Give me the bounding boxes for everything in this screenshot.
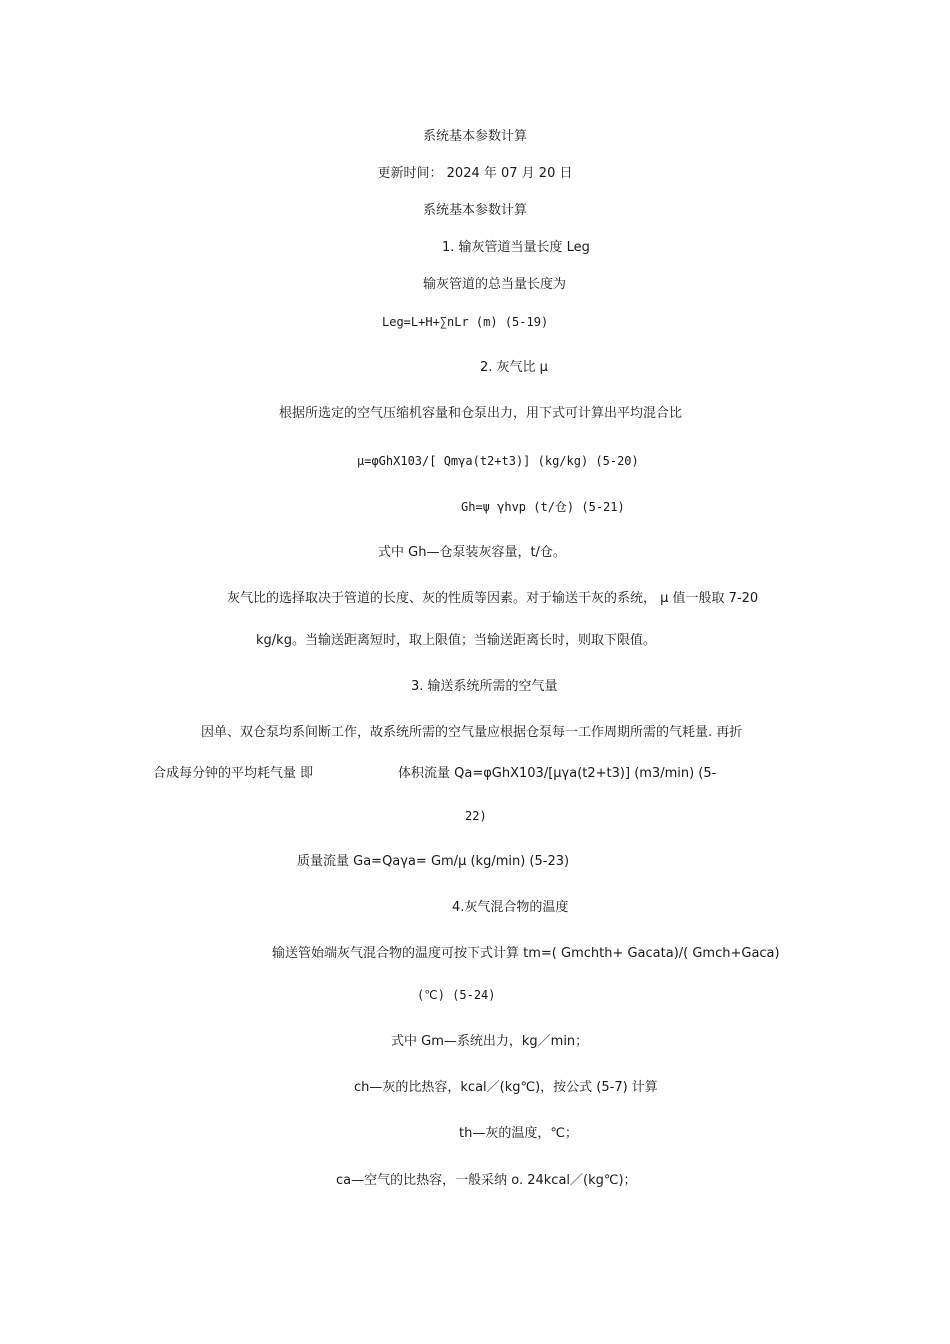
section-3-paragraph-line-2b: 体积流量 Qa=φGhX103/[μγa(t2+t3)] (m3/min) (5- (398, 766, 717, 781)
formula-5-19: Leg=L+H+∑nLr (m) (5-19) (382, 315, 549, 329)
section-3-heading: 3. 输送系统所需的空气量 (411, 679, 558, 694)
formula-5-23: 质量流量 Ga=Qaγa= Gm/μ (kg/min) (5-23) (297, 854, 570, 869)
section-3-paragraph-line-2a: 合成每分钟的平均耗气量 即 (153, 766, 314, 781)
update-time: 更新时间： 2024 年 07 月 20 日 (377, 166, 573, 181)
section-2-heading: 2. 灰气比 μ (480, 360, 548, 375)
section-4-where-4: ca—空气的比热容，一般采纳 o. 24kcal／(kg℃)； (336, 1173, 637, 1188)
formula-5-24-unit: (℃) (5-24) (417, 988, 496, 1002)
section-1-heading: 1. 输灰管道当量长度 Leg (442, 240, 590, 255)
section-2-text: 根据所选定的空气压缩机容量和仓泵出力，用下式可计算出平均混合比 (279, 406, 683, 421)
section-4-heading: 4.灰气混合物的温度 (452, 900, 569, 915)
section-2-paragraph-line-1: 灰气比的选择取决于管道的长度、灰的性质等因素。对于输送干灰的系统， μ 值一般取 7-20 (227, 591, 759, 606)
section-2-paragraph-line-2: kg/kg。当输送距离短时，取上限值；当输送距离长时，则取下限值。 (256, 633, 656, 648)
section-2-where: 式中 Gh—仓泵装灰容量，t/仓。 (378, 545, 566, 560)
section-4-where-3: th—灰的温度，℃； (459, 1126, 578, 1141)
formula-5-21: Gh=ψ γhvp (t/仓) (5-21) (461, 500, 625, 514)
section-4-where-2: ch—灰的比热容，kcal／(kg℃)，按公式 (5-7) 计算 (354, 1080, 658, 1095)
section-3-paragraph-line-1: 因单、双仓泵均系间断工作，故系统所需的空气量应根据仓泵每一工作周期所需的气耗量. 再折 (201, 725, 743, 740)
doc-subtitle: 系统基本参数计算 (422, 203, 527, 218)
formula-5-20: μ=φGhX103/[ Qmγa(t2+t3)] (kg/kg) (5-20) (357, 454, 639, 468)
section-3-paragraph-line-3: 22) (465, 809, 487, 823)
section-1-text: 输灰管道的总当量长度为 (423, 277, 567, 292)
section-4-where-1: 式中 Gm—系统出力，kg／min； (391, 1034, 589, 1049)
doc-title: 系统基本参数计算 (422, 129, 527, 144)
section-4-text: 输送管始端灰气混合物的温度可按下式计算 tm=( Gmchth+ Gacata)/( Gmch+Gaca) (272, 946, 780, 961)
